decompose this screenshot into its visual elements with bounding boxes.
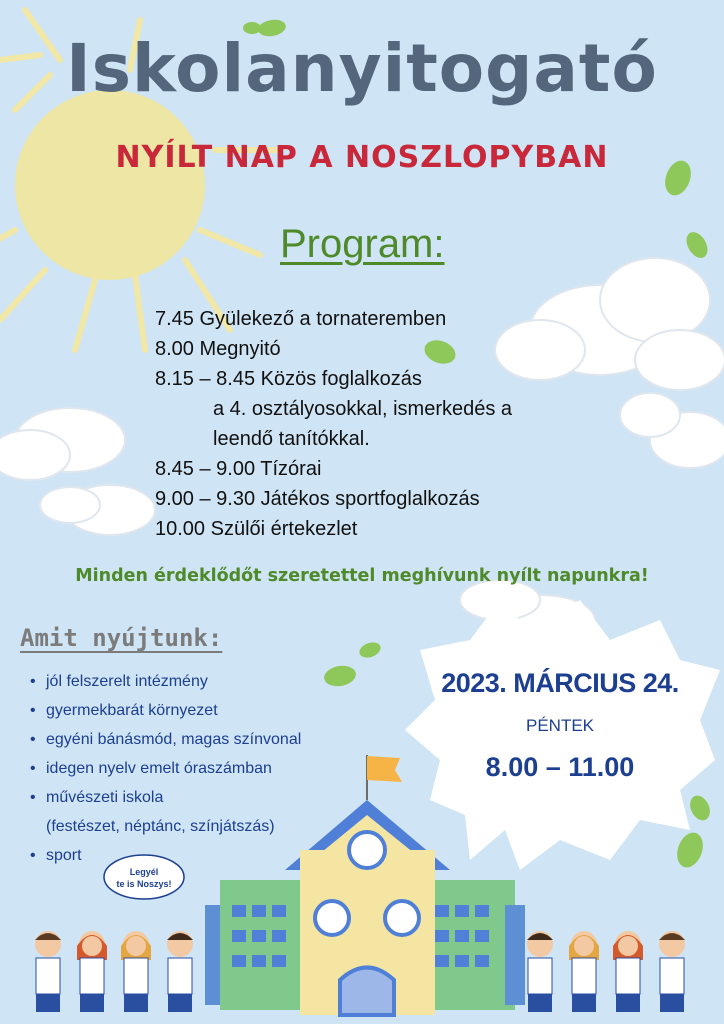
list-item: • sport: [30, 847, 82, 864]
program-heading: Program:: [280, 222, 445, 266]
schedule-line: 8.00 Megnyitó: [155, 338, 281, 360]
schedule-line: a 4. osztályosokkal, ismerkedés a: [213, 398, 513, 420]
page-title: Iskolanyitogató: [66, 30, 658, 107]
speech-bubble-line: te is Noszys!: [116, 879, 172, 889]
list-item: • jól felszerelt intézmény: [30, 673, 208, 690]
list-item: (festészet, néptánc, színjátszás): [46, 818, 275, 835]
list-item: • gyermekbarát környezet: [30, 702, 218, 719]
page-subtitle: NYÍLT NAP A NOSZLOPYBAN: [115, 140, 609, 175]
children-group-right: [527, 931, 685, 1012]
children-group-left: [35, 931, 193, 1012]
schedule-line: 7.45 Gyülekező a tornateremben: [155, 308, 447, 330]
speech-bubble-line: Legyél: [129, 867, 159, 877]
schedule-line: 8.45 – 9.00 Tízórai: [155, 458, 322, 480]
event-date: 2023. MÁRCIUS 24.: [441, 668, 679, 698]
offer-heading: Amit nyújtunk:: [20, 624, 223, 652]
invitation-text: Minden érdeklődőt szeretettel meghívunk nyílt napunkra!: [75, 566, 649, 586]
event-day: PÉNTEK: [525, 716, 595, 735]
schedule-line: 8.15 – 8.45 Közös foglalkozás: [155, 368, 422, 390]
event-time: 8.00 – 11.00: [485, 752, 635, 782]
schedule-line: 10.00 Szülői értekezlet: [155, 518, 358, 540]
schedule-line: 9.00 – 9.30 Játékos sportfoglalkozás: [155, 488, 480, 510]
schedule-line: leendő tanítókkal.: [213, 428, 370, 450]
program-schedule: [155, 304, 512, 544]
list-item: • egyéni bánásmód, magas színvonal: [30, 731, 302, 748]
speech-bubble-text: [108, 866, 180, 890]
offer-list: [30, 667, 301, 870]
list-item: • idegen nyelv emelt óraszámban: [30, 760, 272, 777]
list-item: • művészeti iskola: [30, 789, 164, 806]
